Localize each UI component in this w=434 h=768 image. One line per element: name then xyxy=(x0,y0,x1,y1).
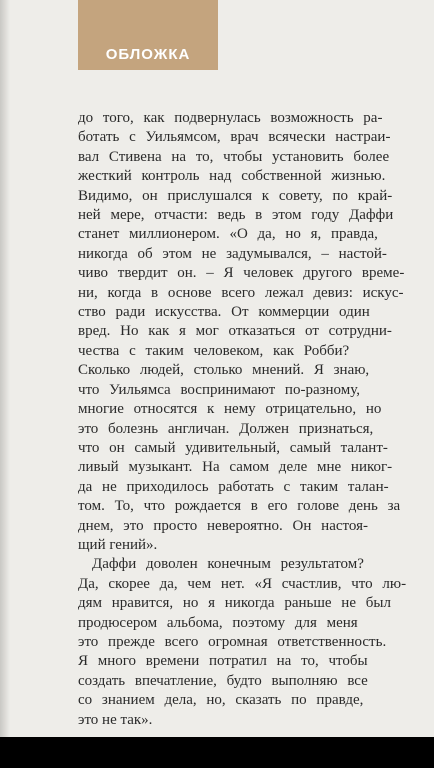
article-line: до того, как подвернулась возможность ра- xyxy=(78,110,383,126)
spine-shadow xyxy=(0,0,10,737)
article-line: многие относятся к нему отрицательно, но xyxy=(78,401,382,418)
article-line: это прежде всего огромная ответственность. xyxy=(78,633,387,650)
article-line: вал Стивена на то, чтобы установить более xyxy=(78,148,390,165)
article-line: со знанием дела, но, сказать по правде, xyxy=(78,692,364,709)
article-line: Видимо, он прислушался к совету, по край- xyxy=(78,187,393,204)
article-line: чества с таким человеком, как Робби? xyxy=(78,342,350,359)
article-line: щий гений». xyxy=(78,536,158,553)
article-line: что он самый удивительный, самый талант- xyxy=(78,439,388,456)
article-line: это не так». xyxy=(78,711,153,728)
article-line: днем, это просто невероятно. Он настоя- xyxy=(78,517,368,534)
article-line: жесткий контроль над собственной жизнью. xyxy=(78,168,386,185)
article-body xyxy=(78,109,408,730)
article-line: ство ради искусства. От коммерции один xyxy=(78,304,370,321)
section-label: ОБЛОЖКА xyxy=(105,46,191,63)
article-line: Я много времени потратил на то, чтобы xyxy=(78,653,368,670)
article-line: станет миллионером. «О да, но я, правда, xyxy=(78,226,378,243)
article-line: том. То, что рождается в его голове день за xyxy=(78,498,401,515)
article-line: да не приходилось работать с таким талан- xyxy=(78,478,389,495)
article-line: ботать с Уильямсом, врач всячески настраи- xyxy=(78,129,391,146)
article-line: ливый музыкант. На самом деле мне никог- xyxy=(78,459,393,476)
article-line: ни, когда в основе всего лежал девиз: искус- xyxy=(78,284,404,301)
article-line: дям нравится, но я никогда раньше не был xyxy=(78,595,391,612)
article-line: Даффи доволен конечным результатом? xyxy=(92,556,364,573)
article-line: создать впечатление, будто выполняю все xyxy=(78,672,368,689)
article-line: ней мере, отчасти: ведь в этом году Даффи xyxy=(78,207,394,224)
article-line: продюсером альбома, поэтому для меня xyxy=(78,614,358,631)
article-line: Да, скорее да, чем нет. «Я счастлив, что лю- xyxy=(78,575,407,592)
article-line: что Уильямса воспринимают по-разному, xyxy=(78,381,361,398)
article-line: Сколько людей, столько мнений. Я знаю, xyxy=(78,362,370,379)
article-line: это болезнь англичан. Должен признаться, xyxy=(78,420,374,437)
article-line: вред. Но как я мог отказаться от сотрудни- xyxy=(78,323,392,340)
bottom-black-band xyxy=(0,737,434,768)
article-line: никогда об этом не задумывался, – настой- xyxy=(78,245,387,262)
section-tab xyxy=(78,0,218,70)
article-line: чиво твердит он. – Я человек другого време- xyxy=(78,265,405,282)
